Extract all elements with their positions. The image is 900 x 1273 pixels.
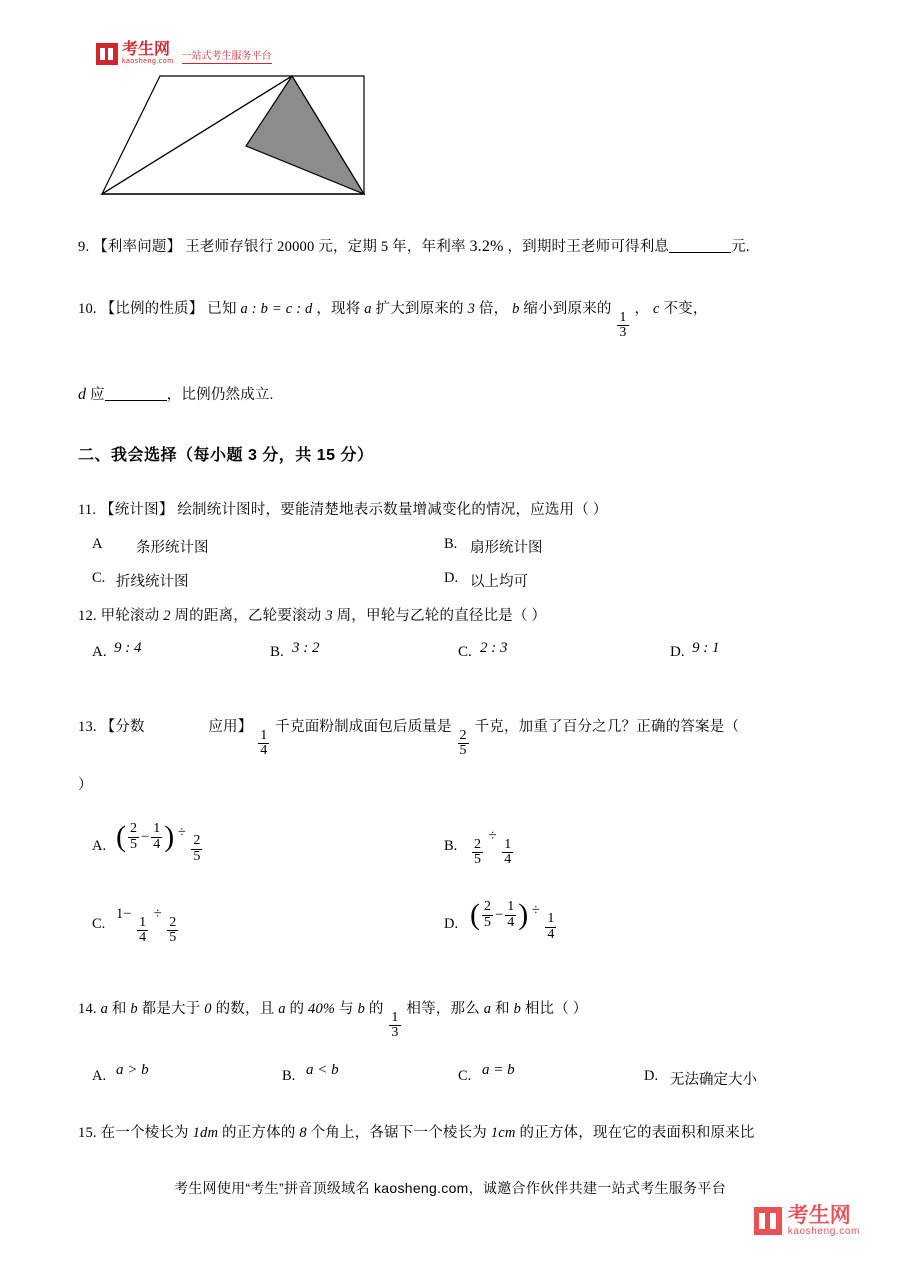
question-10-text-h: 应 — [90, 387, 105, 403]
option-label[interactable]: A. — [92, 1068, 107, 1084]
question-14-text-d: 的 — [289, 1001, 305, 1017]
option-label[interactable]: D. — [670, 644, 685, 660]
question-13-text-a: 千克面粉制成面包后质量是 — [275, 719, 452, 735]
question-15-text-b: 的正方体的 — [222, 1125, 296, 1141]
question-15 — [78, 1120, 838, 1148]
option-text[interactable]: a > b — [116, 1062, 149, 1078]
question-14-var-a3: a — [483, 1001, 492, 1017]
question-15-unit-1: 1dm — [192, 1125, 219, 1141]
fraction-denominator: 4 — [260, 743, 268, 759]
question-14-text-b: 都是大于 — [141, 1001, 201, 1017]
question-14-text-i: 相比（ ） — [524, 1001, 588, 1017]
option-text[interactable]: 9 : 4 — [114, 640, 142, 656]
option-text[interactable]: 折线统计图 — [116, 574, 189, 590]
watermark-domain: kaosheng.com — [787, 1226, 860, 1238]
option-label[interactable]: A. — [92, 644, 107, 660]
question-9-answer-blank[interactable] — [669, 238, 731, 253]
site-logo — [96, 42, 272, 65]
option-label[interactable]: D. — [644, 1068, 659, 1084]
page-footer: 考生网使用“考生”拼音顶级域名 kaosheng.com，诚邀合作伙伴共建一站式考生服务平台 — [173, 1180, 727, 1196]
trapezoid-figure — [96, 72, 376, 202]
option-label[interactable]: A — [92, 536, 103, 552]
logo-domain: kaosheng.com — [122, 58, 174, 65]
logo-text — [122, 42, 174, 65]
fraction-numerator: 1 — [391, 1009, 399, 1025]
question-9 — [78, 232, 822, 262]
question-14-var-b2: b — [357, 1001, 366, 1017]
question-12-text-b: 周的距离，乙轮要滚动 — [174, 608, 322, 624]
question-14-var-b: b — [130, 1001, 138, 1017]
option-label[interactable]: C. — [92, 916, 106, 932]
question-14-text-a: 和 — [111, 1001, 127, 1017]
question-12-text-c: 周，甲轮与乙轮的直径比是（ ） — [336, 608, 547, 624]
question-9-tag: 【利率问题】 — [93, 239, 182, 255]
question-10-text-f: ， — [634, 301, 650, 317]
question-15-text-d: 的正方体，现在它的表面积和原来比 — [519, 1125, 755, 1141]
watermark-text — [788, 1205, 860, 1238]
question-10 — [78, 296, 822, 341]
question-13 — [78, 714, 838, 759]
question-14-text-c: 的数，且 — [215, 1001, 275, 1017]
question-10-text-g: 不变， — [663, 301, 708, 317]
question-11-text: 绘制统计图时，要能清楚地表示数量增减变化的情况，应选用（ ） — [177, 502, 608, 518]
option-text[interactable]: 无法确定大小 — [670, 1072, 757, 1088]
question-13-text-c: ） — [78, 777, 93, 793]
question-10-var-d: d — [78, 386, 87, 403]
question-10-text-d: 倍， — [478, 301, 509, 317]
question-12-text-a: 甲轮滚动 — [100, 608, 160, 624]
option-label[interactable]: C. — [458, 1068, 472, 1084]
question-10-var-a: a — [364, 301, 372, 317]
option-text[interactable]: 3 : 2 — [292, 640, 320, 656]
question-10-fraction — [617, 311, 628, 341]
question-14 — [78, 996, 838, 1041]
option-label[interactable]: B. — [444, 536, 458, 552]
question-14-var-b3: b — [513, 1001, 522, 1017]
question-14-text-f: 的 — [368, 1001, 384, 1017]
question-14-text-g: 相等，那么 — [406, 1001, 480, 1017]
question-14-text-h: 和 — [495, 1001, 510, 1017]
question-13-tag-a: 【分数 — [100, 719, 145, 735]
watermark-title: 考生网 — [787, 1204, 851, 1227]
question-10-expression: a : b = c : d — [240, 301, 313, 317]
watermark-mark-icon — [754, 1207, 782, 1235]
question-14-var-a: a — [100, 1001, 109, 1017]
option-expression-b[interactable]: $\frac{2}{5}$ ÷ $\frac{1}{4}$ — [474, 828, 512, 868]
fraction-numerator: 1 — [260, 727, 268, 743]
option-text[interactable]: 以上均可 — [470, 574, 528, 590]
question-14-number: 14. — [78, 1001, 97, 1017]
question-14-var-a2: a — [278, 1001, 286, 1017]
option-label[interactable]: D. — [444, 570, 459, 586]
question-14-text-e: 与 — [339, 1001, 354, 1017]
option-text[interactable]: a = b — [482, 1062, 515, 1078]
question-12-number: 12. — [78, 608, 97, 624]
fraction-numerator: 1 — [619, 309, 627, 325]
question-11-tag: 【统计图】 — [100, 502, 174, 518]
question-13-tag-b: 应用】 — [208, 719, 253, 735]
option-label[interactable]: C. — [458, 644, 472, 660]
question-13-fraction-2 — [458, 729, 469, 759]
question-14-percent: 40% — [308, 1001, 336, 1017]
paren-group: ( $\frac{2}{5}$ − $\frac{1}{4}$ ) — [116, 820, 175, 854]
question-10-text-b: ，现将 — [316, 301, 361, 317]
trapezoid-with-shaded-triangle-icon — [96, 72, 376, 202]
question-9-text-b: ，到期时王老师可得利息 — [507, 239, 670, 255]
option-expression-d[interactable]: ( $\frac{2}{5}$ − $\frac{1}{4}$ ) ÷ $\frac{1}{4}$ — [470, 898, 555, 942]
option-expression-a[interactable]: ( $\frac{2}{5}$ − $\frac{1}{4}$ ) ÷ $\frac{2}{5}$ — [116, 820, 201, 864]
question-10-text-a: 已知 — [207, 301, 237, 317]
paren-group: ( $\frac{2}{5}$ − $\frac{1}{4}$ ) — [470, 898, 529, 932]
question-13-text-b: 千克，加重了百分之几？正确的答案是（ — [474, 719, 740, 735]
question-9-number: 9. — [78, 239, 90, 255]
fraction-denominator: 3 — [619, 325, 627, 341]
question-9-rate: 3.2% — [469, 238, 504, 255]
option-text[interactable]: 2 : 3 — [480, 640, 508, 656]
question-14-zero: 0 — [204, 1001, 212, 1017]
question-9-text-c: 元. — [731, 239, 750, 255]
option-label[interactable]: B. — [444, 838, 458, 854]
question-12 — [78, 603, 822, 631]
question-10-text-c: 扩大到原来的 — [375, 301, 464, 317]
question-15-number: 15. — [78, 1125, 97, 1141]
question-14-fraction — [389, 1011, 400, 1041]
option-text[interactable]: a < b — [306, 1062, 339, 1078]
option-label[interactable]: B. — [282, 1068, 296, 1084]
question-10-text-i: ，比例仍然成立. — [166, 387, 274, 403]
option-text[interactable]: 9 : 1 — [692, 640, 720, 656]
question-13-number: 13. — [78, 719, 97, 735]
option-text[interactable]: 条形统计图 — [136, 540, 209, 556]
question-10-tag: 【比例的性质】 — [100, 301, 204, 317]
question-13-fraction-1 — [258, 729, 269, 759]
question-15-text-c: 个角上，各锯下一个棱长为 — [310, 1125, 488, 1141]
option-label[interactable]: B. — [270, 644, 284, 660]
question-12-n2: 3 — [325, 608, 333, 624]
question-15-unit-2: 1cm — [490, 1125, 516, 1141]
question-11-number: 11. — [78, 502, 97, 518]
question-10-text-e: 缩小到原来的 — [523, 301, 612, 317]
question-10-times: 3 — [467, 301, 476, 317]
option-label[interactable]: A. — [92, 838, 107, 854]
question-10-var-c: c — [652, 301, 660, 317]
fraction-denominator: 5 — [459, 743, 467, 759]
option-text[interactable]: 扇形统计图 — [470, 540, 543, 556]
question-10-number: 10. — [78, 301, 97, 317]
fraction-denominator: 3 — [391, 1025, 399, 1041]
watermark-logo — [754, 1205, 860, 1238]
question-11 — [78, 497, 822, 525]
fraction-numerator: 2 — [459, 727, 467, 743]
question-10-answer-blank[interactable] — [105, 386, 167, 401]
question-9-text-a: 王老师存银行 20000 元，定期 5 年，年利率 — [185, 239, 466, 255]
logo-slogan: 一站式考生服务平台 — [182, 47, 272, 64]
section-heading-2: 二、我会选择（每小题 3 分，共 15 分） — [78, 447, 374, 464]
option-expression-c[interactable]: 1− $\frac{1}{4}$ ÷ $\frac{2}{5}$ — [116, 906, 177, 946]
option-label[interactable]: D. — [444, 916, 459, 932]
question-10-line2 — [78, 380, 822, 410]
question-15-text-a: 在一个棱长为 — [100, 1125, 189, 1141]
logo-title: 考生网 — [122, 41, 171, 58]
option-label[interactable]: C. — [92, 570, 106, 586]
question-12-n1: 2 — [163, 608, 171, 624]
question-10-var-b: b — [512, 301, 520, 317]
logo-mark-icon — [96, 43, 118, 65]
question-15-n1: 8 — [299, 1125, 307, 1141]
